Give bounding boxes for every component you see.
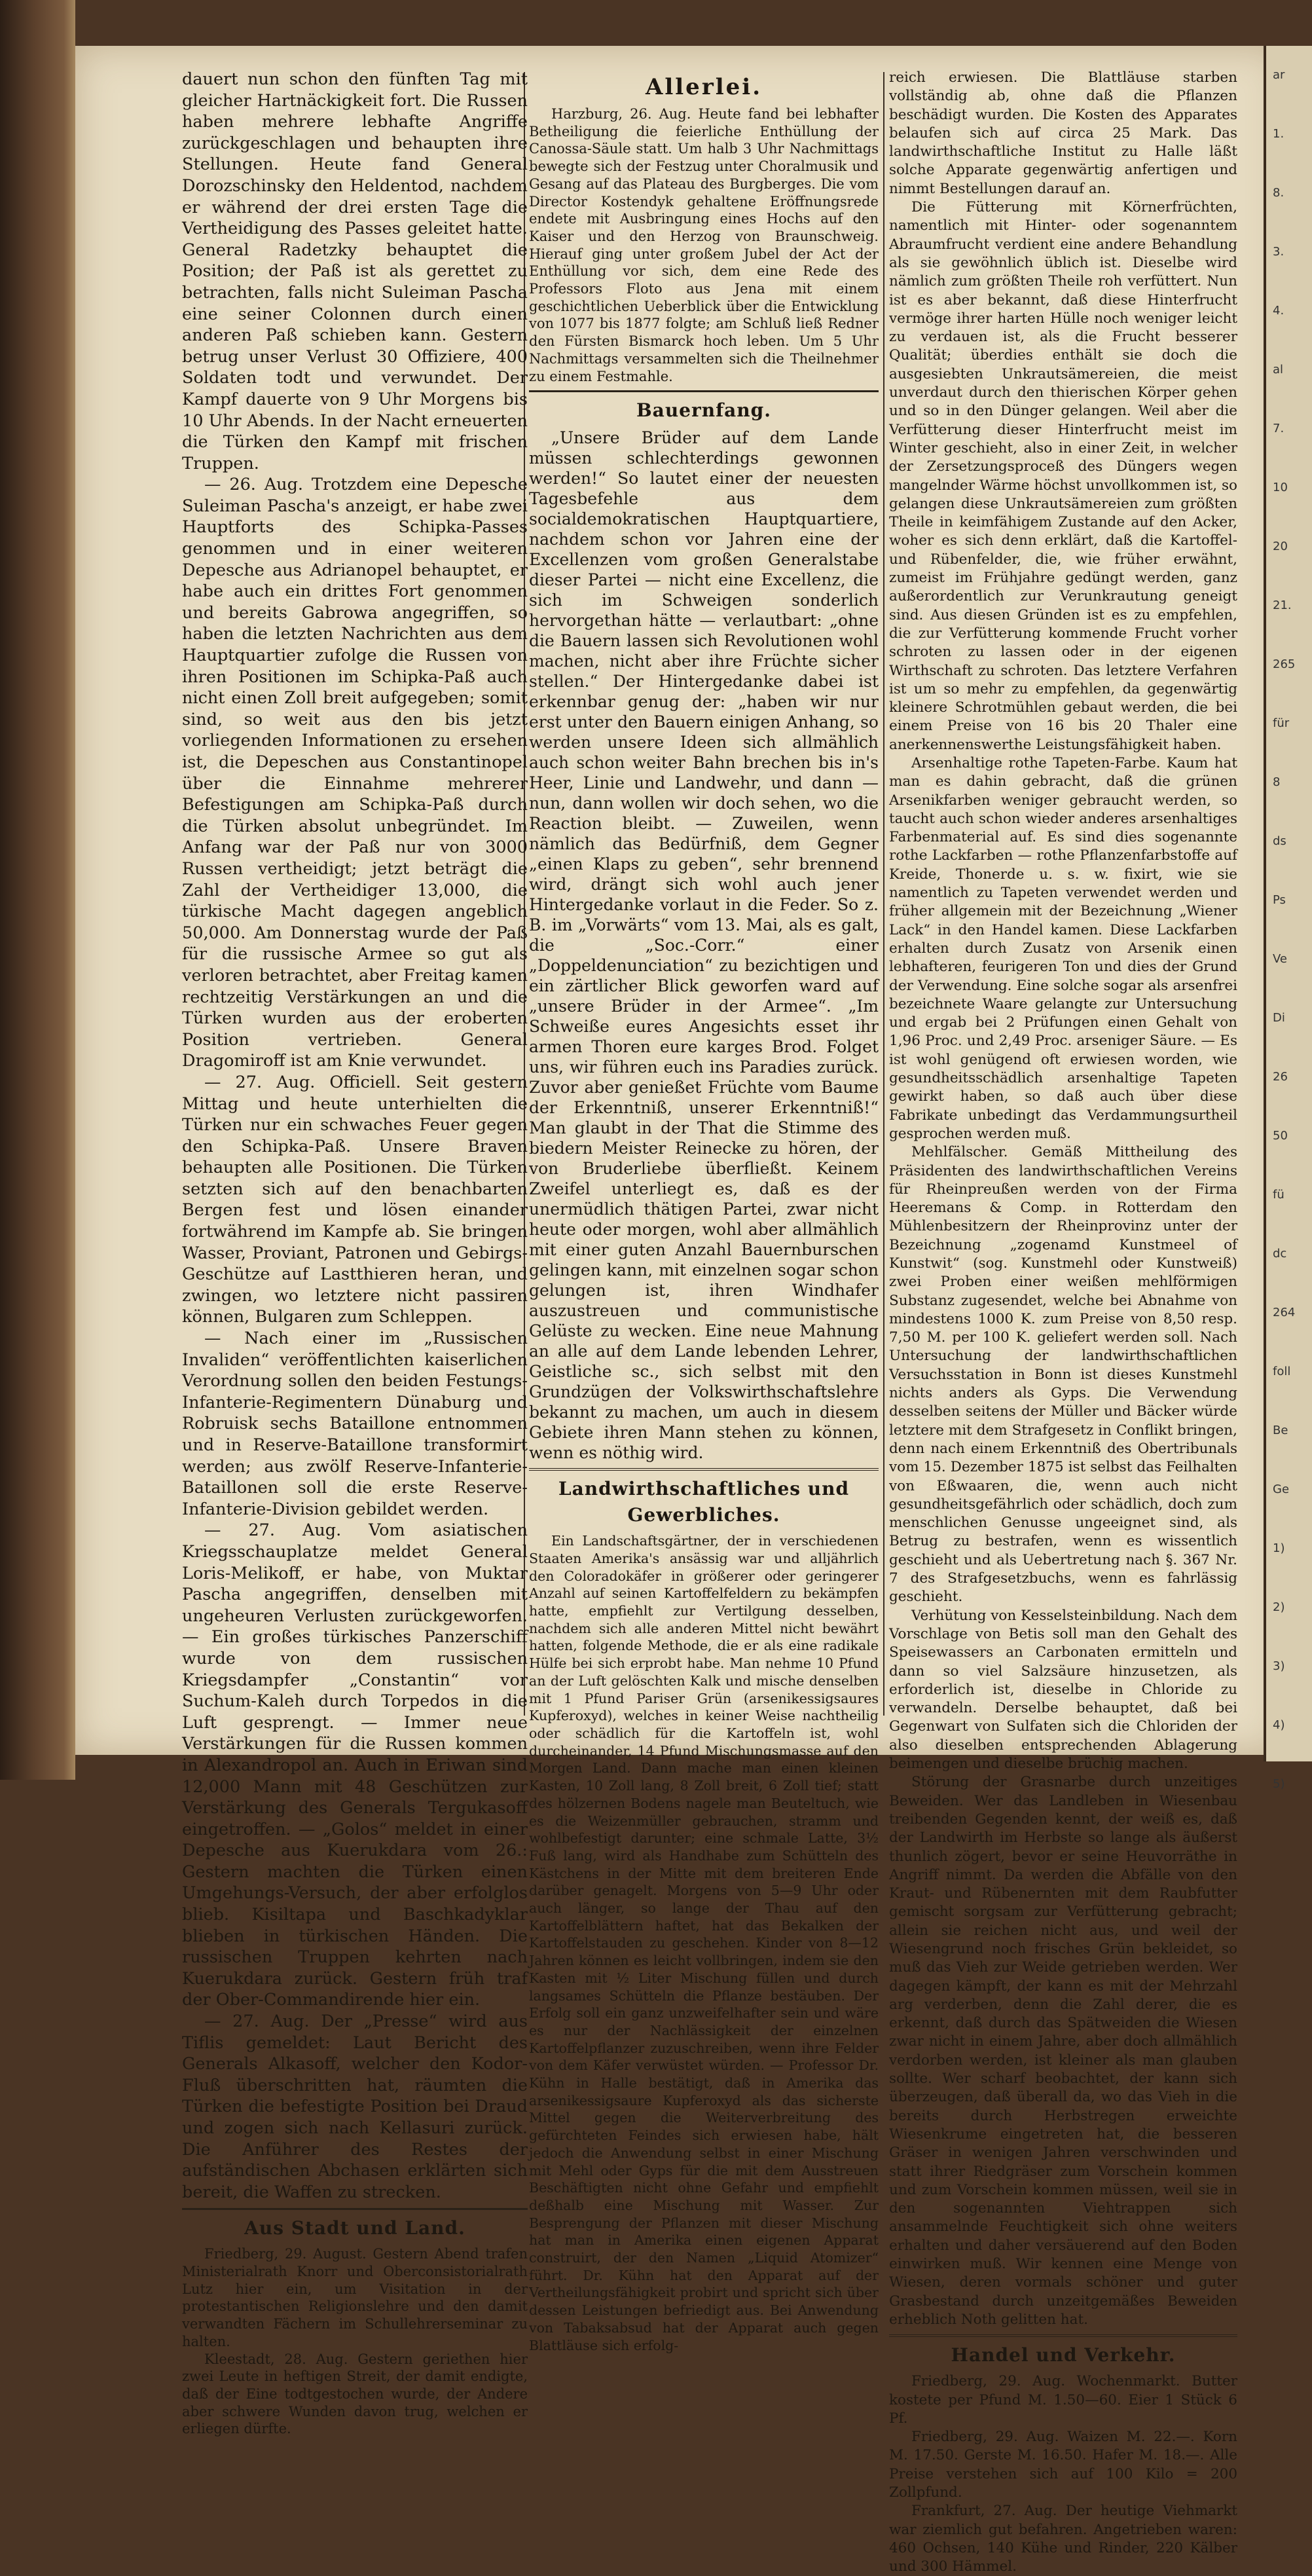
edge-fragment: 4) — [1273, 1718, 1285, 1732]
edge-fragment: für — [1273, 716, 1290, 730]
agriculture-paragraph: Störung der Grasnarbe durch unzeitiges Beweiden. Wer das Landleben in Wiesenbau treibenden Gegenden kennt, der weiß es, daß der Landwirth im Herbste so lange als äußerst thunlich zögert, bevor er seine Heuvorräthe in Angriff nimmt. Da werden die Abfälle von den Kraut- und Rübenernten mit dem Raubfutter gemischt sorgsam zur Verfütterung gebracht; allein sie reichen nicht aus, und weil der Wiesengrund noch frisches Grün bekleidet, so muß das Vieh zur Weide getrieben werden. Wer dagegen kämpft, der kann es mit der Mehrzahl arg verderben, denn die Zahl derer, die es erkennt, daß durch das Spätweiden die Wiesen zwar nicht in einem Jahre, aber doch allmählich verdorben werden, ist kleiner als man glauben sollte. Wer scharf beobachtet, der kann sich überzeugen, daß überall da, wo das Vieh in die bereits durch Herbstregen erweichte Wiesenkrume eingetreten hat, die besseren Gräser in wenigen Jahren verschwinden und statt ihrer Riedgräser zum Vorschein kommen und zum Vorschein kommen müssen, weil sie in den sogenannten Viehtrappen sich ansammelnde Feuchtigkeit sich ohne weiters erhalten und daher versäuerend auf den Boden einwirken muß. Wir kennen eine Menge von Wiesen, deren vormals schöner und guter Grasbestand durch unzeitgemäßes Beweiden erheblich Noth gelitten hat. — [889, 1774, 1237, 2328]
edge-fragment: al — [1273, 363, 1284, 377]
edge-fragment: 8 — [1273, 775, 1281, 789]
edge-fragment: 1. — [1273, 127, 1285, 141]
edge-fragment: Be — [1273, 1424, 1288, 1437]
war-report-paragraph: dauert nun schon den fünften Tag mit gleicher Hartnäckigkeit fort. Die Russen haben mehrere lebhafte Angriffe zurückgeschlagen und behaupten ihre Stellungen. Heute fand General Dorozschinsky den Heldentod, nachdem er während der drei ersten Tage die Vertheidigung des Passes geleitet hatte. General Radetzky behauptet die Position; der Paß ist als gerettet zu betrachten, falls nicht Suleiman Pascha eine seiner Colonnen durch einen anderen Paß schieben kann. Gestern betrug unser Verlust 30 Offiziere, 400 Soldaten todt und verwundet. Der Kampf dauerte von 9 Uhr Morgens bis 10 Uhr Abends. In der Nacht erneuerten die Türken den Kampf mit frischen Truppen. — [182, 69, 528, 473]
edge-fragment: Ge — [1273, 1482, 1290, 1496]
agriculture-paragraph: reich erwiesen. Die Blattläuse starben vollständig ab, ohne daß die Pflanzen beschädigt wurden. Die Kosten des Apparates belaufen sich auf circa 25 Mark. Das landwirthschaftliche Institut zu Halle läßt solche Apparate gegenwärtig anfertigen und nimmt Bestellungen darauf an. — [889, 69, 1237, 197]
allerlei-paragraph: Harzburg, 26. Aug. Heute fand bei lebhafter Betheiligung die feierliche Enthüllung der Canossa-Säule statt. Um halb 3 Uhr Nachmittags bewegte sich der Festzug unter Choralmusik und Gesang auf das Plateau des Burgberges. Die vom Director Kostendyk gehaltene Eröffnungsrede endete mit Ausbringung eines Hochs auf den Kaiser und den Herzog von Braunschweig. Hierauf ging unter großem Jubel der Act der Enthüllung vor sich, dem eine Rede des Professors Floto aus Jena mit einem geschichtlichen Ueberblick über die Entwicklung von 1077 bis 1877 folgte; am Schluß ließ Redner den Fürsten Bismarck hoch leben. Um 5 Uhr Nachmittags versammelten sich die Theilnehmer zu einem Festmahle. — [529, 106, 879, 384]
adjacent-page-edge — [1264, 46, 1312, 1791]
edge-fragment: 3. — [1273, 245, 1285, 259]
war-report-paragraph: — Nach einer im „Russischen Invaliden“ veröffentlichten kaiserlichen Verordnung sollen den beiden Festungs-Infanterie-Regimentern Dünaburg und Robruisk sechs Bataillone entnommen und in Reserve-Bataillone transformirt werden; aus zwölf Reserve-Infanterie-Bataillonen soll die erste Reserve-Infanterie-Division gebildet werden. — [182, 1329, 528, 1519]
edge-fragment: 50 — [1273, 1129, 1288, 1143]
edge-fragment: 2) — [1273, 1600, 1285, 1614]
article-heading-bauernfang: Bauernfang. — [636, 399, 771, 422]
edge-fragment: 4. — [1273, 304, 1285, 318]
section-rule — [529, 1468, 879, 1471]
edge-fragment: 20 — [1273, 540, 1288, 553]
edge-fragment: 1) — [1273, 1541, 1285, 1555]
war-report-paragraph: — 27. Aug. Officiell. Seit gestern Mittag und heute unterhielten die Türken nur ein schwaches Feuer gegen den Schipka-Paß. Unsere Braven behaupten alle Positionen. Die Türken setzten sich auf den benachbarten Bergen fest und lösen einander fortwährend im Kampfe ab. Sie bringen Wasser, Proviant, Patronen und Gebirgs-Geschütze auf Lastthieren heran, und zwingen, wo letztere nicht passiren können, Bulgaren zum Schleppen. — [182, 1072, 528, 1327]
column-divider — [883, 72, 884, 1716]
edge-fragment: 265 — [1273, 657, 1296, 671]
war-report-paragraph: — 27. Aug. Vom asiatischen Kriegsschauplatze meldet General Loris-Melikoff, er habe, von Muktar Pascha angegriffen, denselben mit ungeheuren Verlusten zurückgeworfen. — Ein großes türkisches Panzerschiff wurde von dem russischen Kriegsdampfer „Constantin“ vor Suchum-Kaleh durch Torpedos in die Luft gesprengt. — Immer neue Verstärkungen für die Russen kommen in Alexandropol an. Auch in Eriwan sind 12,000 Mann mit 48 Geschützen zur Verstärkung des Generals Tergukasoff eingetroffen. — „Golos“ meldet in einer Depesche aus Kuerukdara vom 26.: Gestern machten die Türken einen Umgehungs-Versuch, der aber erfolglos blieb. Kisiltapa und Baschkadyklar blieben in türkischen Händen. Die russischen Truppen kehrten nach Kuerukdara zurück. Gestern früh traf der Ober-Commandirende hier ein. — [182, 1520, 528, 2010]
edge-fragment: ds — [1273, 834, 1286, 848]
war-report-paragraph: — 27. Aug. Der „Presse“ wird aus Tiflis gemeldet: Laut Bericht des Generals Alkasoff, welcher den Kodor-Fluß überschritten hat, räumten die Türken die befestigte Position bei Draud und zogen sich nach Kellasuri zurück. Die Anführer des Restes der aufständischen Abchasen erklärten sich bereit, die Waffen zu strecken. — [182, 2012, 528, 2202]
edge-fragment: 3) — [1273, 1659, 1285, 1673]
section-rule — [889, 2334, 1237, 2337]
market-report-paragraph: Friedberg, 29. Aug. Wochenmarkt. Butter kostete per Pfund M. 1.50—60. Eier 1 Stück 6 Pf. — [889, 2373, 1237, 2427]
edge-fragment: ar — [1273, 68, 1285, 82]
section-heading-handel-und-verkehr: Handel und Verkehr. — [951, 2344, 1176, 2366]
column-3 — [889, 69, 1237, 2575]
local-news-paragraph: Kleestadt, 28. Aug. Gestern geriethen hier zwei Leute in heftigen Streit, der damit endigte, daß der Eine todtgestochen wurde, der Andere aber schwere Wunden davon trug, welchen er erliegen dürfte. — [182, 2351, 528, 2437]
column-2 — [529, 69, 879, 2353]
section-heading-allerlei: Allerlei. — [645, 74, 763, 100]
edge-fragment: Ps — [1273, 893, 1286, 907]
section-heading-stadt-und-land: Aus Stadt und Land. — [244, 2217, 465, 2239]
bauernfang-paragraph: „Unsere Brüder auf dem Lande müssen schlechterdings gewonnen werden!“ So lautet einer der neuesten Tagesbefehle aus dem socialdemokratischen Hauptquartiere, nachdem schon vor Jahren eine der Excellenzen vom großen Generalstabe dieser Partei — nicht eine Excellenz, die sich im Schweigen sonderlich hervorgethan hätte — verlautbart: „ohne die Bauern lassen sich Revolutionen wohl machen, nicht aber ihre Früchte sicher stellen.“ Der Hintergedanke dabei ist erkennbar genug der: „haben wir nur erst unter den Bauern einigen Anhang, so werden unsere Ideen sich allmählich auch schon weiter Bahn brechen bis in's Heer, Linie und Landwehr, und dann — nun, dann wollen wir doch sehen, wo die Reaction bleibt. — Zuweilen, wenn nämlich das Bedürfniß, dem Gegner „einen Klaps zu geben“, sehr brennend wird, drängt sich wohl auch jener Hintergedanke vorlaut in die Feder. So z. B. im „Vorwärts“ vom 13. Mai, als es galt, die „Soc.-Corr.“ einer „Doppeldenunciation“ zu bezichtigen und ein zärtlicher Blick geworfen ward auf „unsere Brüder in der Armee“. „Im Schweiße eures Angesichts esset ihr armen Thoren eure karges Brod. Folget uns, wir führen euch ins Paradies zurück. Zuvor aber genießet Früchte vom Baume der Erkenntniß, unserer Erkenntniß!“ Man glaubt in der That die Stimme des biedern Meister Reinecke zu hören, der von Bruderliebe überfließt. Keinem Zweifel unterliegt es, daß es der unermüdlich thätigen Partei, zwar nicht heute oder morgen, wohl aber allmählich mit einer guten Anzahl Bauernburschen gelingen kann, mit einzelnen sogar schon gelungen ist, ihren Windhafer auszustreuen und communistische Gelüste zu wecken. Eine neue Mahnung an alle auf dem Lande lebenden Lehrer, Geistliche sc., sich selbst mit den Grundzügen der Volkswirthschaftslehre bekannt zu machen, um auch in diesem Gebiete ihren Mann stehen zu können, wenn es nöthig wird. — [529, 428, 879, 1463]
section-rule — [182, 2208, 528, 2210]
edge-fragment: 7. — [1273, 422, 1285, 435]
market-report-paragraph: Friedberg, 29. Aug. Waizen M. 22.—. Korn M. 17.50. Gerste M. 16.50. Hafer M. 18.—. Alle Preise verstehen sich auf 100 Kilo = 200 Zollpfund. — [889, 2429, 1237, 2501]
edge-fragment: Di — [1273, 1011, 1285, 1025]
edge-fragment: 264 — [1273, 1306, 1296, 1319]
column-1 — [182, 69, 528, 2437]
edge-fragment: Ve — [1273, 952, 1287, 966]
market-report-paragraph: Frankfurt, 27. Aug. Der heutige Viehmarkt war ziemlich gut befahren. Angetrieben waren: 460 Ochsen, 140 Kühe und Rinder, 220 Kälber und 300 Hämmel. — [889, 2503, 1237, 2575]
edge-fragment: 21. — [1273, 598, 1292, 612]
agriculture-paragraph: Die Fütterung mit Körnerfrüchten, namentlich mit Hinter- oder sogenanntem Abraumfrucht verdient eine andere Behandlung als sie gewöhnlich üblich ist. Dieselbe wird nämlich zum größten Theile roh verfüttert. Nun ist es aber bekannt, daß diese Hinterfrucht vermöge ihrer harten Hülle noch weniger leicht zu verdauen ist, als die Frucht besserer Qualität; überdies enthält sie doch die ausgesiebten Unkrautsämereien, die meist unverdaut durch den thierischen Körper gehen und so in den Dünger gelangen. Weil aber die Verfütterung dieser Hinterfrucht meist im Winter geschieht, also in einer Zeit, in welcher der Zersetzungsproceß des Düngers wegen mangelnder Wärme höchst unvollkommen ist, so gelangen diese Unkrautsämereien zum größten Theile in keimfähigem Zustande auf den Acker, woher es sich denn erklärt, daß die Kartoffel- und Rübenfelder, die, wie früher erwähnt, zumeist im Frühjahre gedüngt werden, ganz außerordentlich zur Verunkrautung geneigt sind. Aus diesen Gründen ist es zu empfehlen, die zur Verfütterung kommende Frucht vorher schroten zu lassen oder in der eigenen Wirthschaft zu schroten. Das letztere Verfahren ist um so mehr zu empfehlen, da gegenwärtig kleinere Schrotmühlen gebaut werden, die bei einem Preise von 16 bis 20 Thaler eine anerkennenswerthe Leistungsfähigkeit haben. — [889, 199, 1237, 753]
edge-fragment: dc — [1273, 1247, 1287, 1260]
section-rule — [529, 390, 879, 392]
edge-fragment: 10 — [1273, 481, 1288, 494]
edge-fragment: fü — [1273, 1188, 1285, 1202]
agriculture-paragraph: Ein Landschaftsgärtner, der in verschiedenen Staaten Amerika's ansässig war und alljährlich den Coloradokäfer in größerer oder geringerer Anzahl auf seinen Kartoffelfeldern zu bekämpfen hatte, empfiehlt zur Vertilgung desselben, nachdem sich alle anderen Mittel nicht bewährt hatten, folgende Methode, die er als eine radikale Hülfe bei sich erprobt habe. Man nehme 10 Pfund an der Luft gelöschten Kalk und mische denselben mit 1 Pfund Pariser Grün (arsenikessigsaures Kupferoxyd), welches in keiner Weise nachtheilig oder schädlich für die Kartoffeln ist, wohl durcheinander, 14 Pfund Mischungsmasse auf den Morgen Land. Dann mache man einen kleinen Kasten, 10 Zoll lang, 8 Zoll breit, 6 Zoll tief; statt des hölzernen Bodens nagele man Beuteltuch, wie es die Weizenmüller gebrauchen, stramm und wohlbefestigt darunter; eine schmale Latte, 3½ Fuß lang, wird als Handhabe zum Schütteln des Kästchens in der Mitte mit dem breiteren Ende darüber genagelt. Morgens von 5—9 Uhr oder auch länger, so lange der Thau auf den Kartoffelblättern haftet, hat das Bekalken der Kartoffelstauden zu geschehen. Kinder von 8—12 Jahren können es leicht vollbringen, indem sie den Kasten mit ½ Liter Mischung füllen und durch langsames Schütteln die Pflanze bestäuben. Der Erfolg soll ein ganz unzweifelhafter sein und wäre es nur der Nachlässigkeit der einzelnen Kartoffelpflanzer zuzuschreiben, wenn ihre Felder von dem Käfer verwüstet würden. — Professor Dr. Kühn in Halle bestätigt, daß in Amerika das arsenikessigsaure Kupferoxyd als das sicherste Mittel gegen die Weiterverbreitung des gefürchteten Feindes sich erwiesen habe, hält jedoch die Anwendung selbst in einer Mischung mit Mehl oder Gyps für die mit dem Ausstreuen Beschäftigten nicht ohne Gefahr und empfiehlt deßhalb eine Mischung mit Wasser. Zur Besprengung der Pflanzen mit dieser Mischung hat man in Amerika einen eigenen Apparat construirt, der den Namen „Liquid Atomizer“ führt. Dr. Kühn hat den Apparat auf der Vertheilungsfähigkeit probirt und spricht sich über dessen Leistungen befriedigt aus. Bei Anwendung von Tabaksabsud hat der Apparat auch gegen Blattläuse sich erfolg- — [529, 1533, 879, 2353]
edge-fragment: foll — [1273, 1365, 1291, 1378]
local-news-paragraph: Friedberg, 29. August. Gestern Abend trafen Ministerialrath Knorr und Oberconsistorialrath Lutz hier ein, um Visitation in der protestantischen Religionslehre und den damit verwandten Fächern im Schullehrerseminar zu halten. — [182, 2246, 528, 2349]
edge-fragment: 26 — [1273, 1070, 1288, 1084]
agriculture-paragraph: Verhütung von Kesselsteinbildung. Nach dem Vorschlage von Betis soll man den Gehalt des Speisewassers an Carbonaten ermitteln und dann so viel Salzsäure hinzusetzen, als erforderlich ist, dieselbe in Chloride zu verwandeln. Derselbe behauptet, daß bei Gegenwart von Sulfaten sich die Chloriden der also dieselben entsprechenden Ablagerung beimengen und dieselbe brüchig machen. — [889, 1607, 1237, 1773]
agriculture-paragraph: Arsenhaltige rothe Tapeten-Farbe. Kaum hat man es dahin gebracht, daß die grünen Arsenikfarben weniger gebraucht werden, so taucht auch schon wieder anderes arsenhaltiges Farbenmaterial auf. Es sind dies sogenannte rothe Lackfarben — rothe Pflanzenfarbstoffe auf Kreide, Thonerde u. s. w. fixirt, wie sie namentlich zu Tapeten verwendet werden und früher allgemein mit der Bezeichnung „Wiener Lack“ in den Handel kamen. Diese Lackfarben erhalten durch Zusatz von Arsenik einen lebhafteren, feurigeren Ton und dies der Grund der Verwendung. Eine solche sogar als arsenfrei bezeichnete Waare gelangte zur Untersuchung und ergab bei 2 Prüfungen einen Gehalt von 1,96 Proc. und 2,49 Proc. arseniger Säure. — Es ist wohl genügend oft erwiesen worden, wie gesundheitsschädlich arsenhaltige Tapeten gewirkt haben, so daß auch über diese Fabrikate unbedingt das Verdammungsurtheil gesprochen werden muß. — [889, 754, 1237, 1142]
agriculture-paragraph: Mehlfälscher. Gemäß Mittheilung des Präsidenten des landwirthschaftlichen Vereins für Rheinpreußen werden von der Firma Heeremans & Comp. in Rotterdam den Mühlenbesitzern der Rheinprovinz unter der Bezeichnung „zogenamd Kunstmeel of Kunstwit“ (sog. Kunstmehl oder Kunstweiß) zwei Proben einer weißen mehlförmigen Substanz zugesendet, welche bei Abnahme von mindestens 1000 K. zum Preise von 8,50 resp. 7,50 M. per 100 K. geliefert werden soll. Nach Untersuchung der landwirthschaftlichen Versuchsstation in Bonn ist dieses Kunstmehl nichts anders als Gyps. Die Verwendung desselben seitens der Müller und Bäcker würde letztere mit dem Strafgesetz in Conflikt bringen, denn nach einem Erkenntniß des Obertribunals vom 15. Dezember 1875 ist selbst das Feilhalten von Eßwaaren, die, wenn auch nicht gesundheitsgefährlich oder schädlich, doch zum menschlichen Genusse ungeeignet sind, als Betrug zu bestrafen, wenn es wissentlich geschieht und als Uebertretung nach §. 367 Nr. 7 des Strafgesetzbuchs, wenn es fahrlässig geschieht. — [889, 1144, 1237, 1606]
edge-fragment: 5) — [1273, 1777, 1285, 1791]
book-binding — [0, 0, 75, 1780]
war-report-paragraph: — 26. Aug. Trotzdem eine Depesche Suleiman Pascha's anzeigt, er habe zwei Hauptforts des Schipka-Passes genommen und in einer weiteren Depesche aus Adrianopel behauptet, er habe auch ein drittes Fort genommen und bereits Gabrowa angegriffen, so haben die letzten Nachrichten aus dem Hauptquartier zufolge die Russen von ihren Positionen im Schipka-Paß auch nicht einen Zoll breit aufgegeben; somit sind, so weit aus den bis jetzt vorliegenden Informationen zu ersehen ist, die Depeschen aus Constantinopel über die Einnahme mehrerer Befestigungen am Schipka-Paß durch die Türken absolut unbegründet. Im Anfang war der Paß nur von 3000 Russen vertheidigt; jetzt beträgt die Zahl der Vertheidiger 13,000, die türkische Macht dagegen angeblich 50,000. Am Donnerstag wurde der Paß für die russische Armee so gut als verloren betrachtet, aber Freitag kamen rechtzeitig Verstärkungen an und die Türken wurden aus der eroberten Position vertrieben. General Dragomiroff ist am Knie verwundet. — [182, 475, 528, 1071]
section-heading-landwirthschaftliches: Landwirthschaftliches und Gewerbliches. — [558, 1478, 850, 1526]
edge-fragment: 8. — [1273, 186, 1285, 200]
